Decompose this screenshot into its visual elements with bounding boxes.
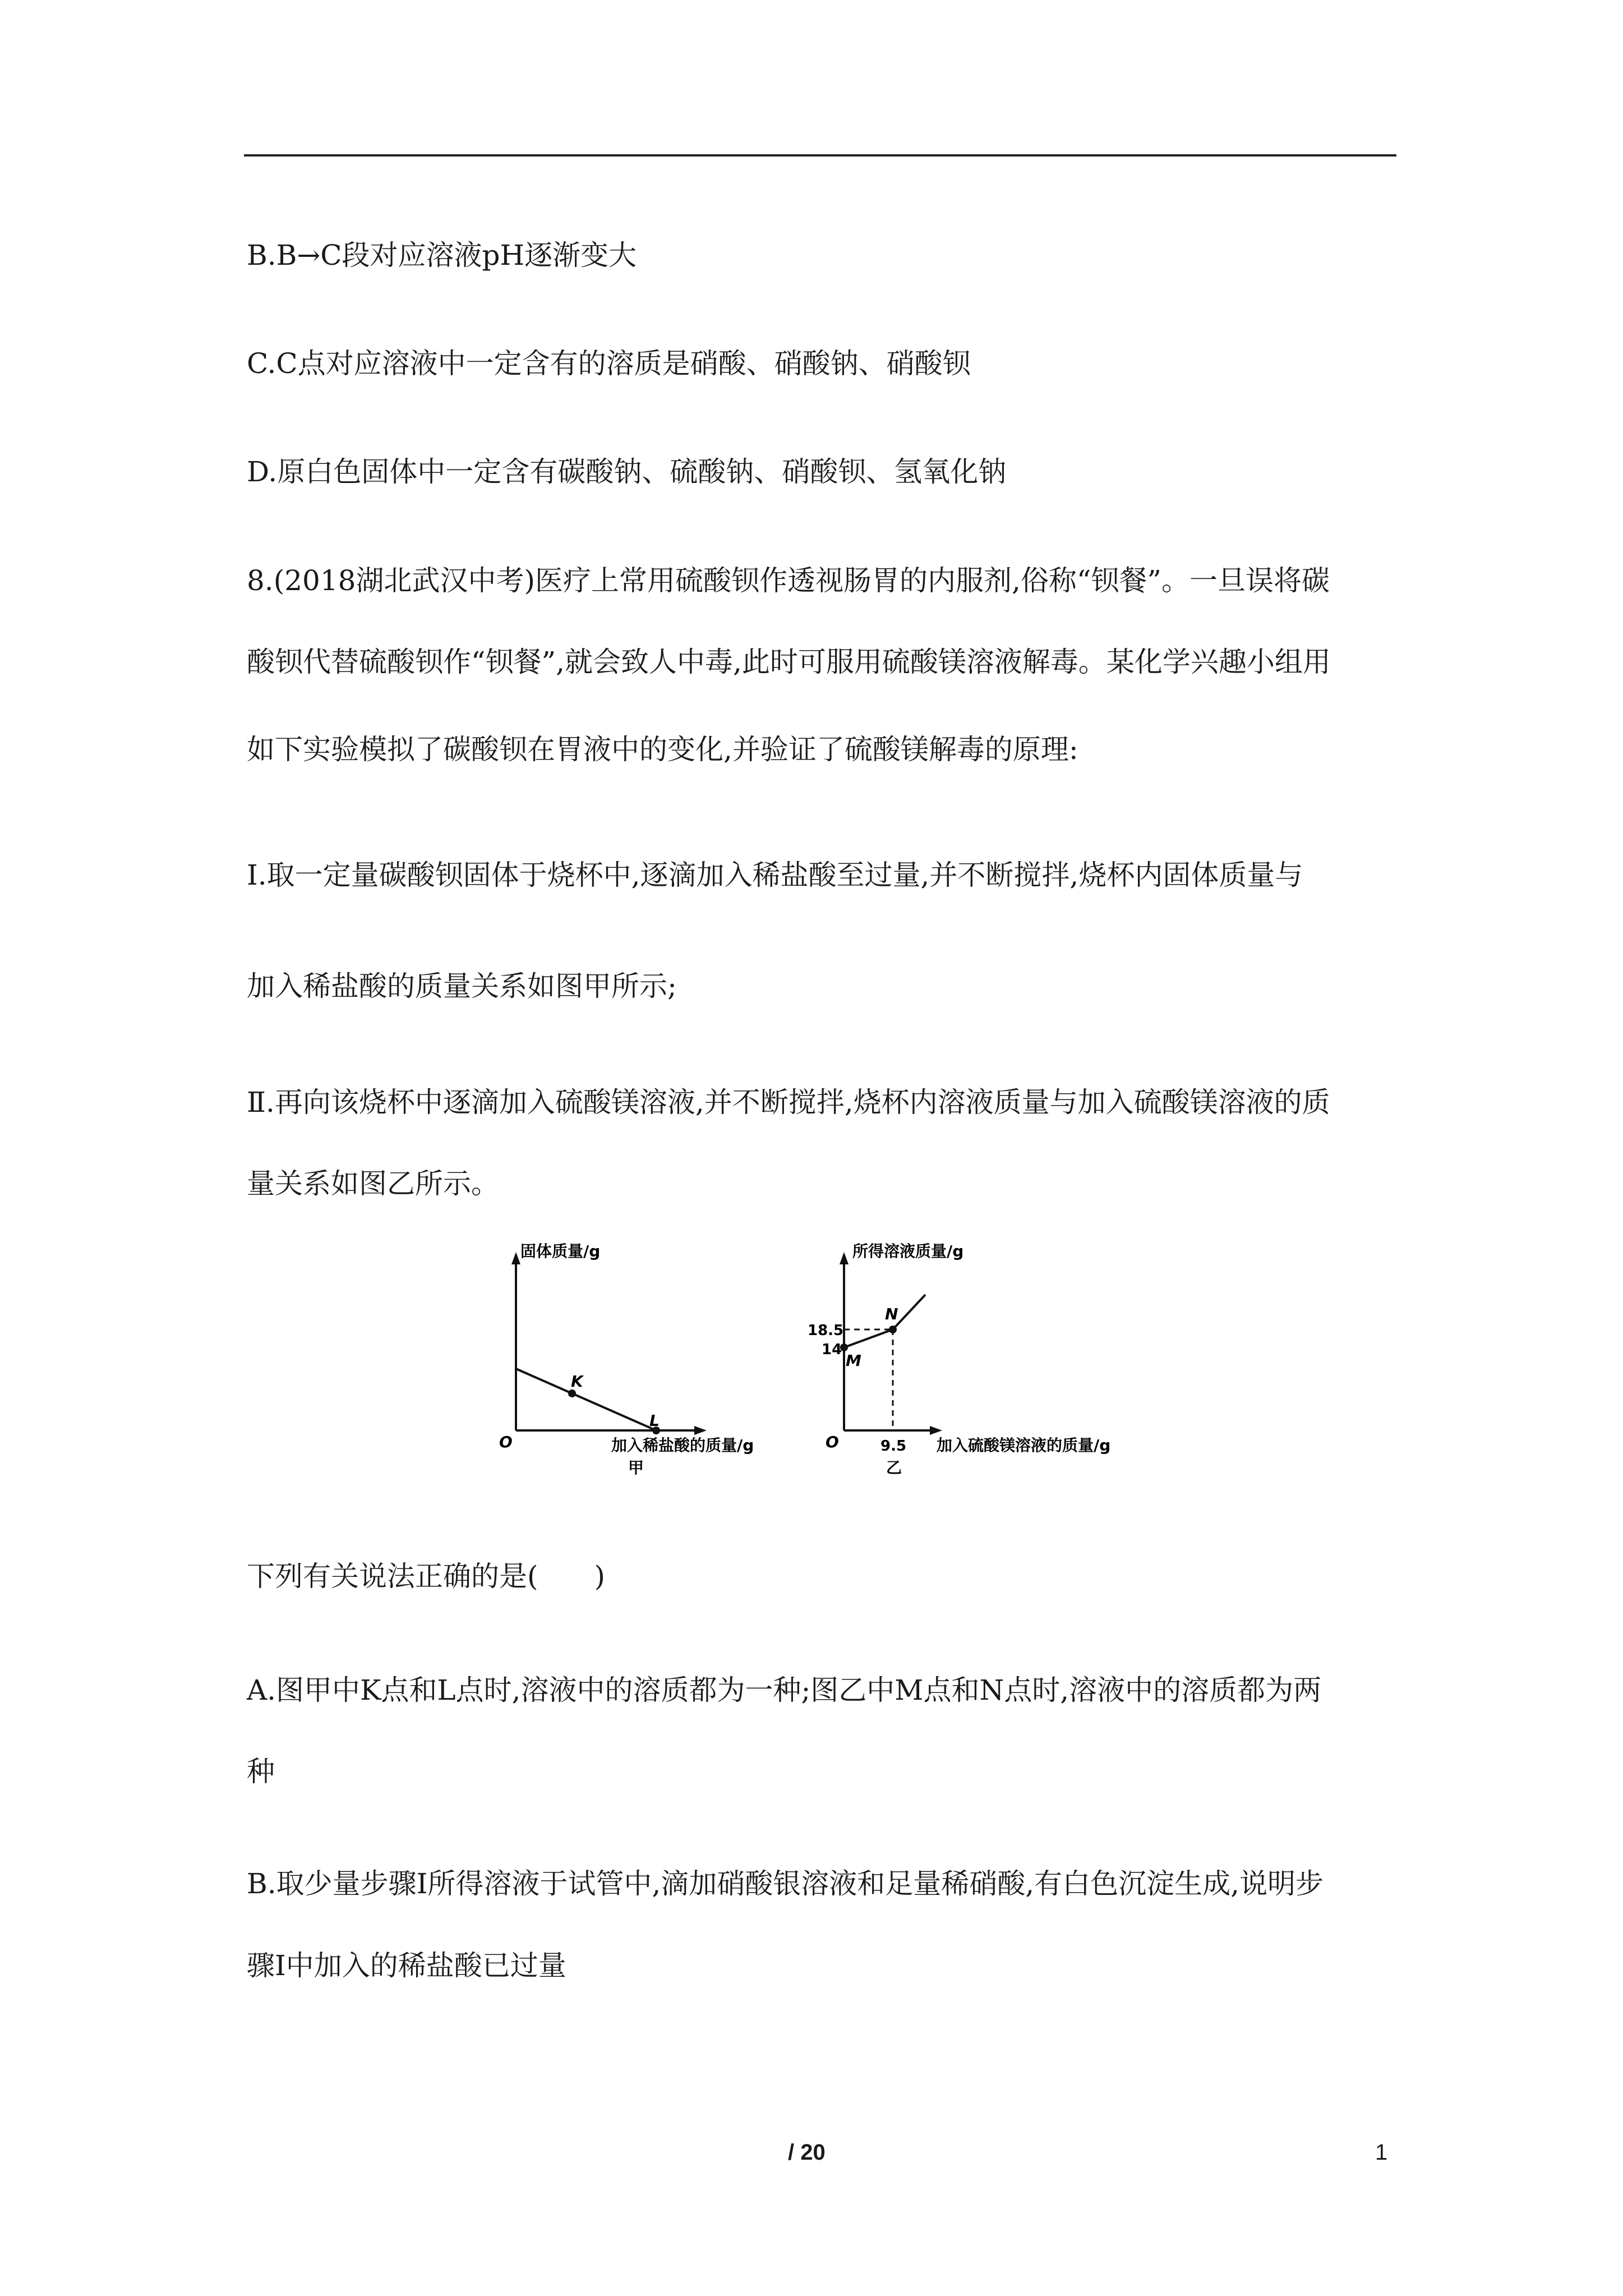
step-2-line-1: Ⅱ.再向该烧杯中逐滴加入硫酸镁溶液,并不断搅拌,烧杯内溶液质量与加入硫酸镁溶液的质 [247, 1086, 1330, 1119]
chart-b-xlabel: 加入硫酸镁溶液的质量/g [937, 1436, 1111, 1455]
chart-a-caption: 甲 [628, 1458, 644, 1477]
chart-b-tick-x: 9.5 [880, 1438, 907, 1455]
option-c-line: C.C点对应溶液中一定含有的溶质是硝酸、硝酸钠、硝酸钡 [247, 347, 971, 380]
chart-a-point-k [568, 1389, 576, 1397]
chart-b-origin: O [826, 1433, 839, 1451]
header-rule [244, 154, 1396, 157]
option-b-line: B.B→C段对应溶液pH逐渐变大 [247, 239, 637, 272]
chart-b-label-m: M [846, 1351, 861, 1370]
option-a-line-1: A.图甲中K点和L点时,溶液中的溶质都为一种;图乙中M点和N点时,溶液中的溶质都为两 [247, 1674, 1322, 1706]
chart-a-label-l: L [649, 1411, 660, 1430]
chart-b-x-arrow [930, 1426, 942, 1435]
option-b2-line-1: B.取少量步骤Ⅰ所得溶液于试管中,滴加硝酸银溶液和足量稀硝酸,有白色沉淀生成,说明步 [247, 1867, 1324, 1900]
chart-a-ylabel: 固体质量/g [520, 1242, 601, 1260]
option-a-line-2: 种 [247, 1755, 275, 1788]
question-8-line-2: 酸钡代替硫酸钡作“钡餐”,就会致人中毒,此时可服用硫酸镁溶液解毒。某化学兴趣小组用 [247, 646, 1331, 678]
question-8-line-3: 如下实验模拟了碳酸钡在胃液中的变化,并验证了硫酸镁解毒的原理: [247, 733, 1078, 766]
question-8-line-1: 8.(2018湖北武汉中考)医疗上常用硫酸钡作透视肠胃的内服剂,俗称“钡餐”。一旦误将碳 [247, 564, 1330, 597]
chart-b-y-arrow [840, 1252, 849, 1264]
page-number: 1 [1375, 2140, 1388, 2165]
step-1-line-1: Ⅰ.取一定量碳酸钡固体于烧杯中,逐滴加入稀盐酸至过量,并不断搅拌,烧杯内固体质量与 [247, 859, 1303, 891]
option-d-line: D.原白色固体中一定含有碳酸钠、硫酸钠、硝酸钡、氢氧化钠 [247, 455, 1007, 488]
chart-a [511, 1252, 707, 1435]
chart-b-tick-y2: 14 [822, 1341, 842, 1358]
chart-a-origin: O [499, 1433, 513, 1451]
chart-b-curve-1 [844, 1329, 893, 1347]
chart-a-y-arrow [511, 1252, 520, 1264]
chart-b [840, 1252, 942, 1435]
chart-b-tick-y1: 18.5 [808, 1322, 844, 1339]
figure-charts [494, 1240, 1166, 1498]
step-2-line-2: 量关系如图乙所示。 [247, 1167, 499, 1200]
chart-b-caption: 乙 [886, 1458, 902, 1477]
option-b2-line-2: 骤Ⅰ中加入的稀盐酸已过量 [247, 1949, 566, 1982]
chart-b-label-n: N [885, 1305, 898, 1323]
chart-a-x-arrow [694, 1426, 707, 1435]
question-stem: 下列有关说法正确的是( ) [247, 1560, 606, 1593]
step-1-line-2: 加入稀盐酸的质量关系如图甲所示; [247, 970, 677, 1002]
chart-b-ylabel: 所得溶液质量/g [852, 1242, 964, 1260]
page-total: / 20 [788, 2140, 826, 2165]
chart-a-label-k: K [571, 1372, 583, 1391]
chart-a-curve [516, 1369, 656, 1430]
chart-a-xlabel: 加入稀盐酸的质量/g [611, 1436, 754, 1455]
